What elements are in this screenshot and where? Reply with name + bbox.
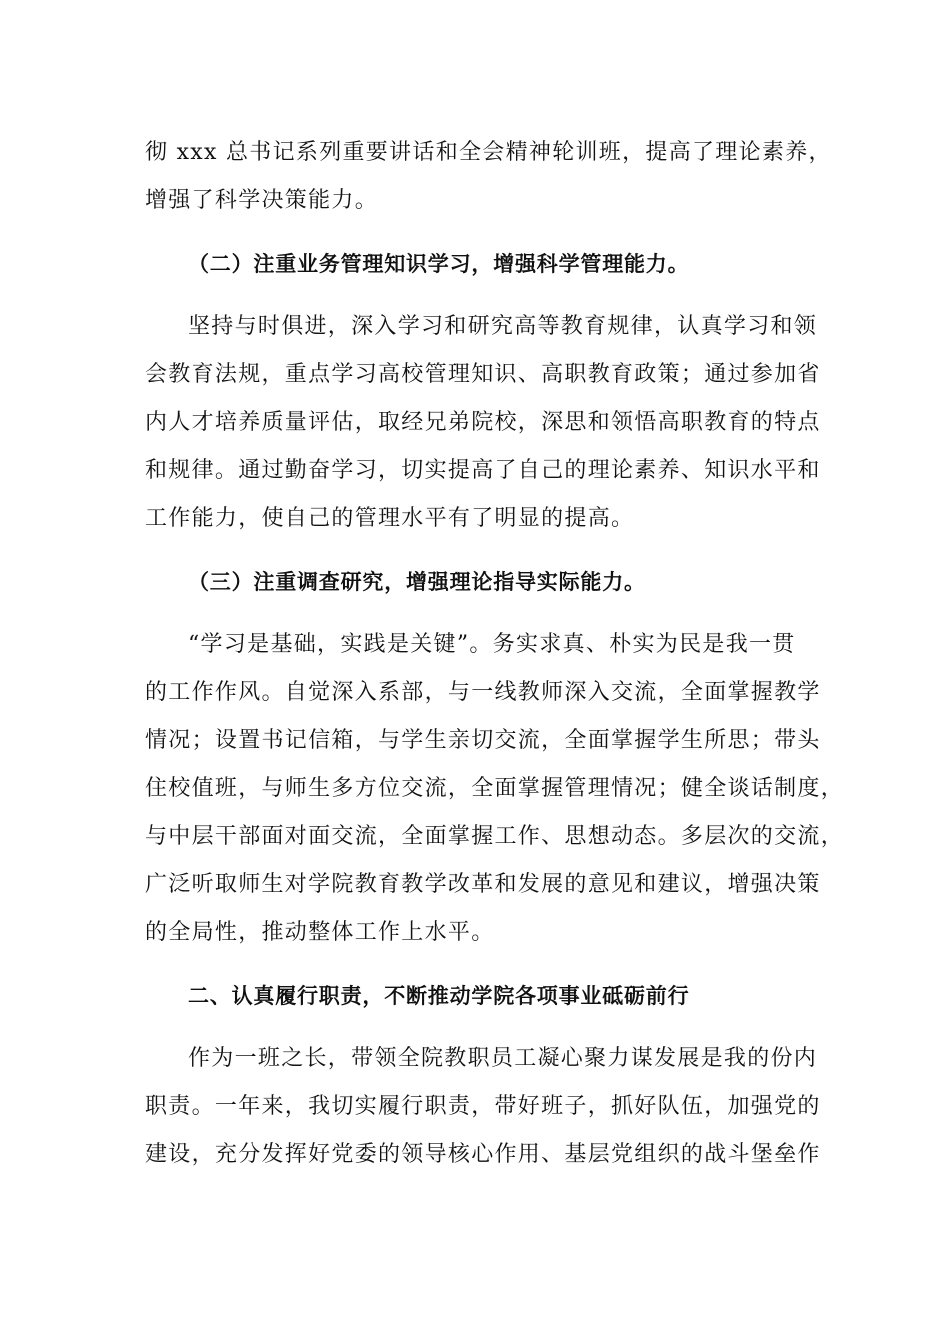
paragraph-line: 工作能力，使自己的管理水平有了明显的提高。 (145, 506, 635, 531)
paragraph-line: 建设，充分发挥好党委的领导核心作用、基层党组织的战斗堡垒作 (145, 1142, 821, 1167)
paragraph-line: 住校值班，与师生多方位交流，全面掌握管理情况；健全谈话制度， (145, 776, 845, 801)
paragraph-line: 职责。一年来，我切实履行职责，带好班子，抓好队伍，加强党的 (145, 1094, 821, 1119)
paragraph-line: 增强了科学决策能力。 (145, 188, 379, 213)
paragraph-line: 广泛听取师生对学院教育教学改革和发展的意见和建议，增强决策 (145, 872, 821, 897)
paragraph-line: “学习是基础，实践是关键”。务实求真、朴实为民是我一贯 (188, 632, 796, 657)
paragraph-line: 作为一班之长，带领全院教职员工凝心聚力谋发展是我的份内 (188, 1046, 818, 1071)
chapter-heading-2: 二、认真履行职责，不断推动学院各项事业砥砺前行 (188, 984, 690, 1008)
paragraph-line: 的工作作风。自觉深入系部，与一线教师深入交流，全面掌握教学 (145, 680, 821, 705)
paragraph-line: 内人才培养质量评估，取经兄弟院校，深思和领悟高职教育的特点 (145, 410, 821, 435)
paragraph-line: 彻 xxx 总书记系列重要讲话和全会精神轮训班，提高了理论素养， (145, 140, 832, 165)
paragraph-line: 坚持与时俱进，深入学习和研究高等教育规律，认真学习和领 (188, 314, 818, 339)
paragraph-line: 会教育法规，重点学习高校管理知识、高职教育政策；通过参加省 (145, 362, 821, 387)
section-heading-3: （三）注重调查研究，增强理论指导实际能力。 (188, 570, 646, 594)
paragraph-line: 与中层干部面对面交流，全面掌握工作、思想动态。多层次的交流， (145, 824, 845, 849)
paragraph-line: 和规律。通过勤奋学习，切实提高了自己的理论素养、知识水平和 (145, 458, 821, 483)
paragraph-line: 的全局性，推动整体工作上水平。 (145, 920, 495, 945)
paragraph-line: 情况；设置书记信箱，与学生亲切交流，全面掌握学生所思；带头 (145, 728, 821, 753)
section-heading-2: （二）注重业务管理知识学习，增强科学管理能力。 (188, 252, 690, 276)
